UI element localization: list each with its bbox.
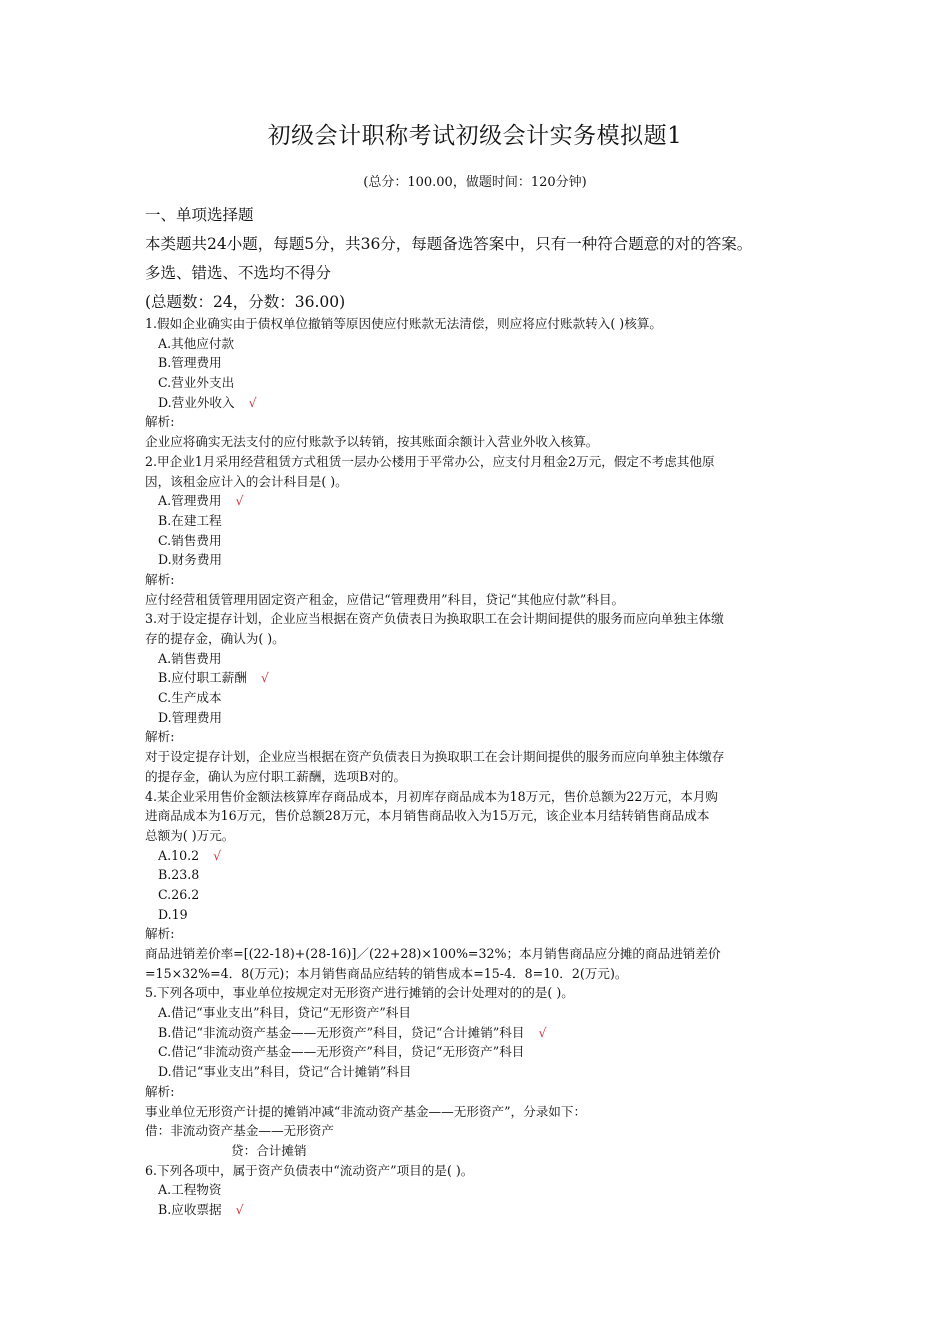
option-b: B.23.8 — [158, 867, 200, 883]
correct-answer-check-icon: √ — [213, 847, 222, 863]
option-text: A.管理费用 — [158, 493, 222, 509]
question-stem: 因，该租金应计入的会计科目是( )。 — [145, 473, 348, 489]
option-d: D.财务费用 — [158, 552, 223, 568]
analysis-text: 商品进销差价率=[(22-18)+(28-16)]／(22+28)×100%=32%；本月销售商品应分摊的商品进销差价 — [145, 946, 721, 961]
option-b — [145, 1023, 815, 1043]
analysis-text: 对于设定提存计划，企业应当根据在资产负债表日为换取职工在会计期间提供的服务而应向单独主体缴存 — [145, 749, 725, 765]
question-stem: 总额为( )万元。 — [145, 827, 235, 843]
analysis-entry-credit: 贷：合计摊销 — [231, 1142, 307, 1158]
question-stem: 1.假如企业确实由于债权单位撤销等原因使应付账款无法清偿，则应将应付账款转入( )核算。 — [145, 316, 663, 331]
analysis-label: 解析: — [145, 926, 175, 942]
correct-answer-check-icon: √ — [260, 670, 269, 686]
question-2 — [145, 452, 815, 610]
option-d: D.管理费用 — [158, 709, 223, 725]
page-title: 初级会计职称考试初级会计实务模拟题1 — [267, 123, 683, 149]
option-a: A.借记“事业支出”科目，贷记“无形资产”科目 — [158, 1005, 411, 1021]
question-stem: 进商品成本为16万元，售价总额28万元，本月销售商品收入为15万元，该企业本月结转销售商品成本 — [145, 808, 710, 824]
analysis-text: 的提存金，确认为应付职工薪酬，选项B对的。 — [145, 768, 407, 784]
question-stem: 4.某企业采用售价金额法核算库存商品成本，月初库存商品成本为18万元，售价总额为22万元，本月购 — [145, 788, 719, 804]
analysis-entry-debit: 借：非流动资产基金——无形资产 — [145, 1123, 334, 1139]
option-a — [145, 846, 815, 866]
correct-answer-check-icon: √ — [235, 493, 244, 509]
section-stats: (总题数：24，分数：36.00) — [145, 293, 346, 311]
section-description-line-1: 本类题共24小题，每题5分，共36分，每题备选答案中，只有一种符合题意的对的答案。 — [145, 235, 753, 253]
question-3 — [145, 609, 815, 786]
correct-answer-check-icon: √ — [248, 394, 257, 410]
analysis-text: 企业应将确实无法支付的应付账款予以转销，按其账面余额计入营业外收入核算。 — [145, 434, 599, 450]
option-c: C.营业外支出 — [158, 375, 235, 391]
option-text: B.应收票据 — [158, 1201, 222, 1217]
analysis-label: 解析: — [145, 1083, 175, 1099]
section-heading: 一、单项选择题 — [145, 206, 254, 224]
analysis-text: 事业单位无形资产计提的摊销冲减“非流动资产基金——无形资产”，分录如下： — [145, 1103, 587, 1119]
correct-answer-check-icon: √ — [235, 1201, 244, 1217]
correct-answer-check-icon: √ — [538, 1024, 547, 1040]
option-text: B.借记“非流动资产基金——无形资产”科目，贷记“合计摊销”科目 — [158, 1024, 525, 1040]
analysis-label: 解析: — [145, 729, 175, 745]
question-6 — [145, 1161, 815, 1220]
question-stem: 存的提存金，确认为( )。 — [145, 631, 285, 646]
option-b — [145, 668, 815, 688]
question-4 — [145, 787, 815, 984]
section-description-line-2: 多选、错选、不选均不得分 — [145, 264, 332, 282]
analysis-label: 解析: — [145, 571, 175, 587]
question-stem: 2.甲企业1月采用经营租赁方式租赁一层办公楼用于平常办公，应支付月租金2万元，假定不考虑其他原 — [145, 453, 715, 469]
option-a — [145, 491, 815, 511]
option-a: A.其他应付款 — [158, 335, 235, 351]
question-stem: 6.下列各项中，属于资产负债表中“流动资产”项目的是( )。 — [145, 1162, 474, 1178]
analysis-text: 应付经营租赁管理用固定资产租金，应借记“管理费用”科目，贷记“其他应付款”科目。 — [145, 591, 625, 607]
option-text: D.营业外收入 — [158, 394, 235, 410]
exam-info: (总分：100.00，做题时间：120分钟) — [363, 175, 587, 190]
option-d — [145, 393, 815, 413]
option-c: C.26.2 — [158, 886, 200, 902]
option-b — [145, 1200, 815, 1220]
option-text: B.应付职工薪酬 — [158, 670, 247, 686]
question-5 — [145, 983, 815, 1160]
option-c: C.销售费用 — [158, 532, 222, 548]
question-stem: 5.下列各项中，事业单位按规定对无形资产进行摊销的会计处理对的的是( )。 — [145, 985, 574, 1001]
option-c: C.借记“非流动资产基金——无形资产”科目，贷记“无形资产”科目 — [158, 1044, 525, 1060]
analysis-text: =15×32%=4．8(万元)；本月销售商品应结转的销售成本=15-4．8=10．2(万元)。 — [145, 965, 628, 981]
option-b: B.管理费用 — [158, 355, 222, 371]
option-a: A.工程物资 — [158, 1182, 222, 1198]
option-c: C.生产成本 — [158, 690, 222, 706]
option-a: A.销售费用 — [158, 650, 222, 666]
analysis-label: 解析: — [145, 414, 175, 430]
question-stem: 3.对于设定提存计划，企业应当根据在资产负债表日为换取职工在会计期间提供的服务而应向单独主体缴 — [145, 611, 724, 627]
option-text: A.10.2 — [158, 847, 200, 863]
question-1 — [145, 314, 815, 452]
option-d: D.借记“事业支出”科目，贷记“合计摊销”科目 — [158, 1064, 412, 1080]
question-list — [145, 314, 815, 1220]
option-b: B.在建工程 — [158, 512, 222, 528]
option-d: D.19 — [158, 906, 188, 922]
